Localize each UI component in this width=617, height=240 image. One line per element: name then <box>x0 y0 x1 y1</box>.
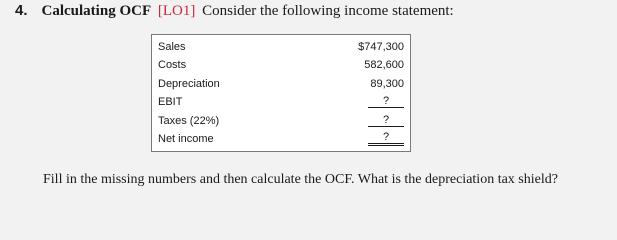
row-value: ? <box>368 114 404 127</box>
row-value: ? <box>368 95 404 108</box>
problem-heading <box>15 2 454 20</box>
statement-row-net-income <box>158 131 404 146</box>
row-value: 89,300 <box>370 77 404 90</box>
question-text: Fill in the missing numbers and then calculate the OCF. What is the depreciation tax shield? <box>43 172 558 187</box>
row-value: 582,600 <box>364 58 404 71</box>
row-value: ? <box>368 131 404 146</box>
row-label: EBIT <box>158 95 183 108</box>
problem-topic: Calculating OCF <box>41 3 152 19</box>
statement-row-sales <box>158 39 404 54</box>
row-label: Costs <box>158 58 187 71</box>
statement-row-costs <box>158 57 404 72</box>
problem-intro: Consider the following income statement: <box>202 3 454 19</box>
income-statement <box>151 34 411 152</box>
statement-row-depreciation <box>158 76 404 91</box>
row-value: $747,300 <box>358 40 404 53</box>
row-label: Sales <box>158 40 186 53</box>
row-label: Depreciation <box>158 77 220 90</box>
row-label: Net income <box>158 132 214 145</box>
statement-row-taxes <box>158 113 404 128</box>
learning-objective: [LO1] <box>157 3 196 19</box>
problem-number: 4. <box>15 2 28 19</box>
row-label: Taxes (22%) <box>158 114 220 127</box>
statement-row-ebit <box>158 94 404 109</box>
